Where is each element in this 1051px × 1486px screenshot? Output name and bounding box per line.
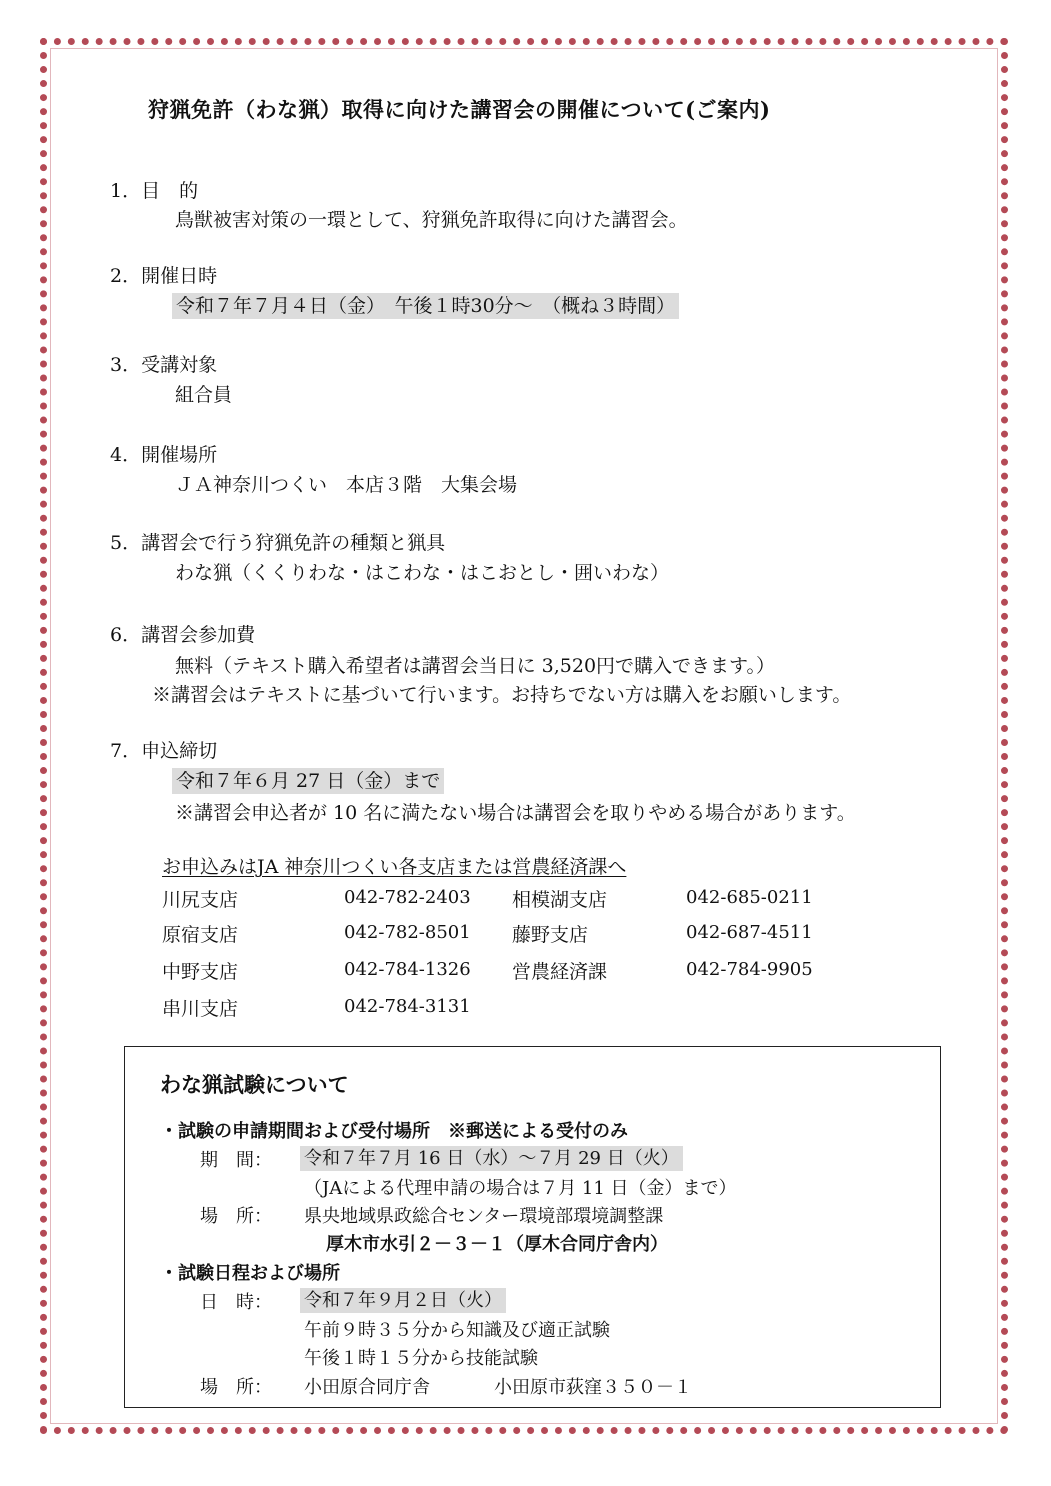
- exam-period-value: 令和７年７月 16 日（水）～７月 29 日（火）: [300, 1146, 683, 1171]
- page-title: 狩猟免許（わな猟）取得に向けた講習会の開催について(ご案内): [148, 97, 771, 122]
- section-2-date: 令和７年７月４日（金） 午後１時30分～ （概ね３時間）: [172, 293, 679, 319]
- section-5-body: わな猟（くくりわな・はこわな・はこおとし・囲いわな）: [175, 562, 670, 584]
- section-6-heading: 6．講習会参加費: [110, 624, 256, 646]
- section-7-deadline: 令和７年６月 27 日（金）まで: [172, 768, 444, 794]
- contact-name: 中野支店: [162, 961, 239, 983]
- contact-name: 串川支店: [162, 998, 239, 1020]
- exam-period-note: （JAによる代理申請の場合は７月 11 日（金）まで）: [304, 1178, 737, 1199]
- exam-venue-value: 小田原合同庁舎: [304, 1377, 430, 1398]
- exam-schedule-heading: ・試験日程および場所: [160, 1263, 340, 1284]
- exam-date-value: 令和７年９月２日（火）: [300, 1288, 506, 1313]
- section-4-body: ＪＡ神奈川つくい 本店３階 大集会場: [175, 474, 518, 496]
- section-4-heading: 4．開催場所: [110, 444, 218, 466]
- section-7-note: ※講習会申込者が 10 名に満たない場合は講習会を取りやめる場合があります。: [175, 802, 856, 824]
- section-6-note: ※講習会はテキストに基づいて行います。お持ちでない方は購入をお願いします。: [152, 684, 852, 706]
- contact-phone: 042-784-1326: [344, 959, 471, 980]
- exam-box-title: わな猟試験について: [160, 1072, 349, 1097]
- section-5-heading: 5．講習会で行う狩猟免許の種類と猟具: [110, 532, 446, 554]
- section-1-body: 鳥獣被害対策の一環として、狩猟免許取得に向けた講習会。: [175, 209, 688, 231]
- section-3-body: 組合員: [175, 384, 233, 406]
- contact-phone: 042-782-2403: [344, 887, 471, 908]
- exam-place-label: 場 所：: [200, 1206, 272, 1227]
- exam-date-label: 日 時：: [200, 1292, 272, 1313]
- section-3-heading: 3．受講対象: [110, 354, 218, 376]
- contact-name: 営農経済課: [512, 961, 608, 983]
- contact-name: 川尻支店: [162, 889, 239, 911]
- contact-phone: 042-784-9905: [686, 959, 813, 980]
- section-2-heading: 2．開催日時: [110, 265, 218, 287]
- exam-afternoon: 午後１時１５分から技能試験: [304, 1348, 538, 1369]
- exam-place-value: 県央地域県政総合センター環境部環境調整課: [304, 1206, 664, 1227]
- exam-venue-address: 小田原市荻窪３５０－１: [494, 1377, 692, 1398]
- section-1-heading: 1．目 的: [110, 180, 199, 202]
- exam-apply-heading: ・試験の申請期間および受付場所 ※郵送による受付のみ: [160, 1121, 628, 1142]
- contact-name: 原宿支店: [162, 924, 239, 946]
- exam-morning: 午前９時３５分から知識及び適正試験: [304, 1320, 610, 1341]
- contact-name: 相模湖支店: [512, 889, 608, 911]
- exam-venue-label: 場 所：: [200, 1377, 272, 1398]
- contacts-heading: お申込みはJA 神奈川つくい各支店または営農経済課へ: [162, 856, 627, 878]
- exam-period-label: 期 間：: [200, 1150, 272, 1171]
- exam-place-address: 厚木市水引２－３－１（厚木合同庁舎内）: [326, 1234, 668, 1255]
- contact-phone: 042-687-4511: [686, 922, 813, 943]
- contact-phone: 042-784-3131: [344, 996, 471, 1017]
- contact-name: 藤野支店: [512, 924, 589, 946]
- section-6-body: 無料（テキスト購入希望者は講習会当日に 3,520円で購入できます。）: [175, 655, 776, 677]
- contact-phone: 042-685-0211: [686, 887, 813, 908]
- section-7-heading: 7．申込締切: [110, 740, 218, 762]
- contact-phone: 042-782-8501: [344, 922, 471, 943]
